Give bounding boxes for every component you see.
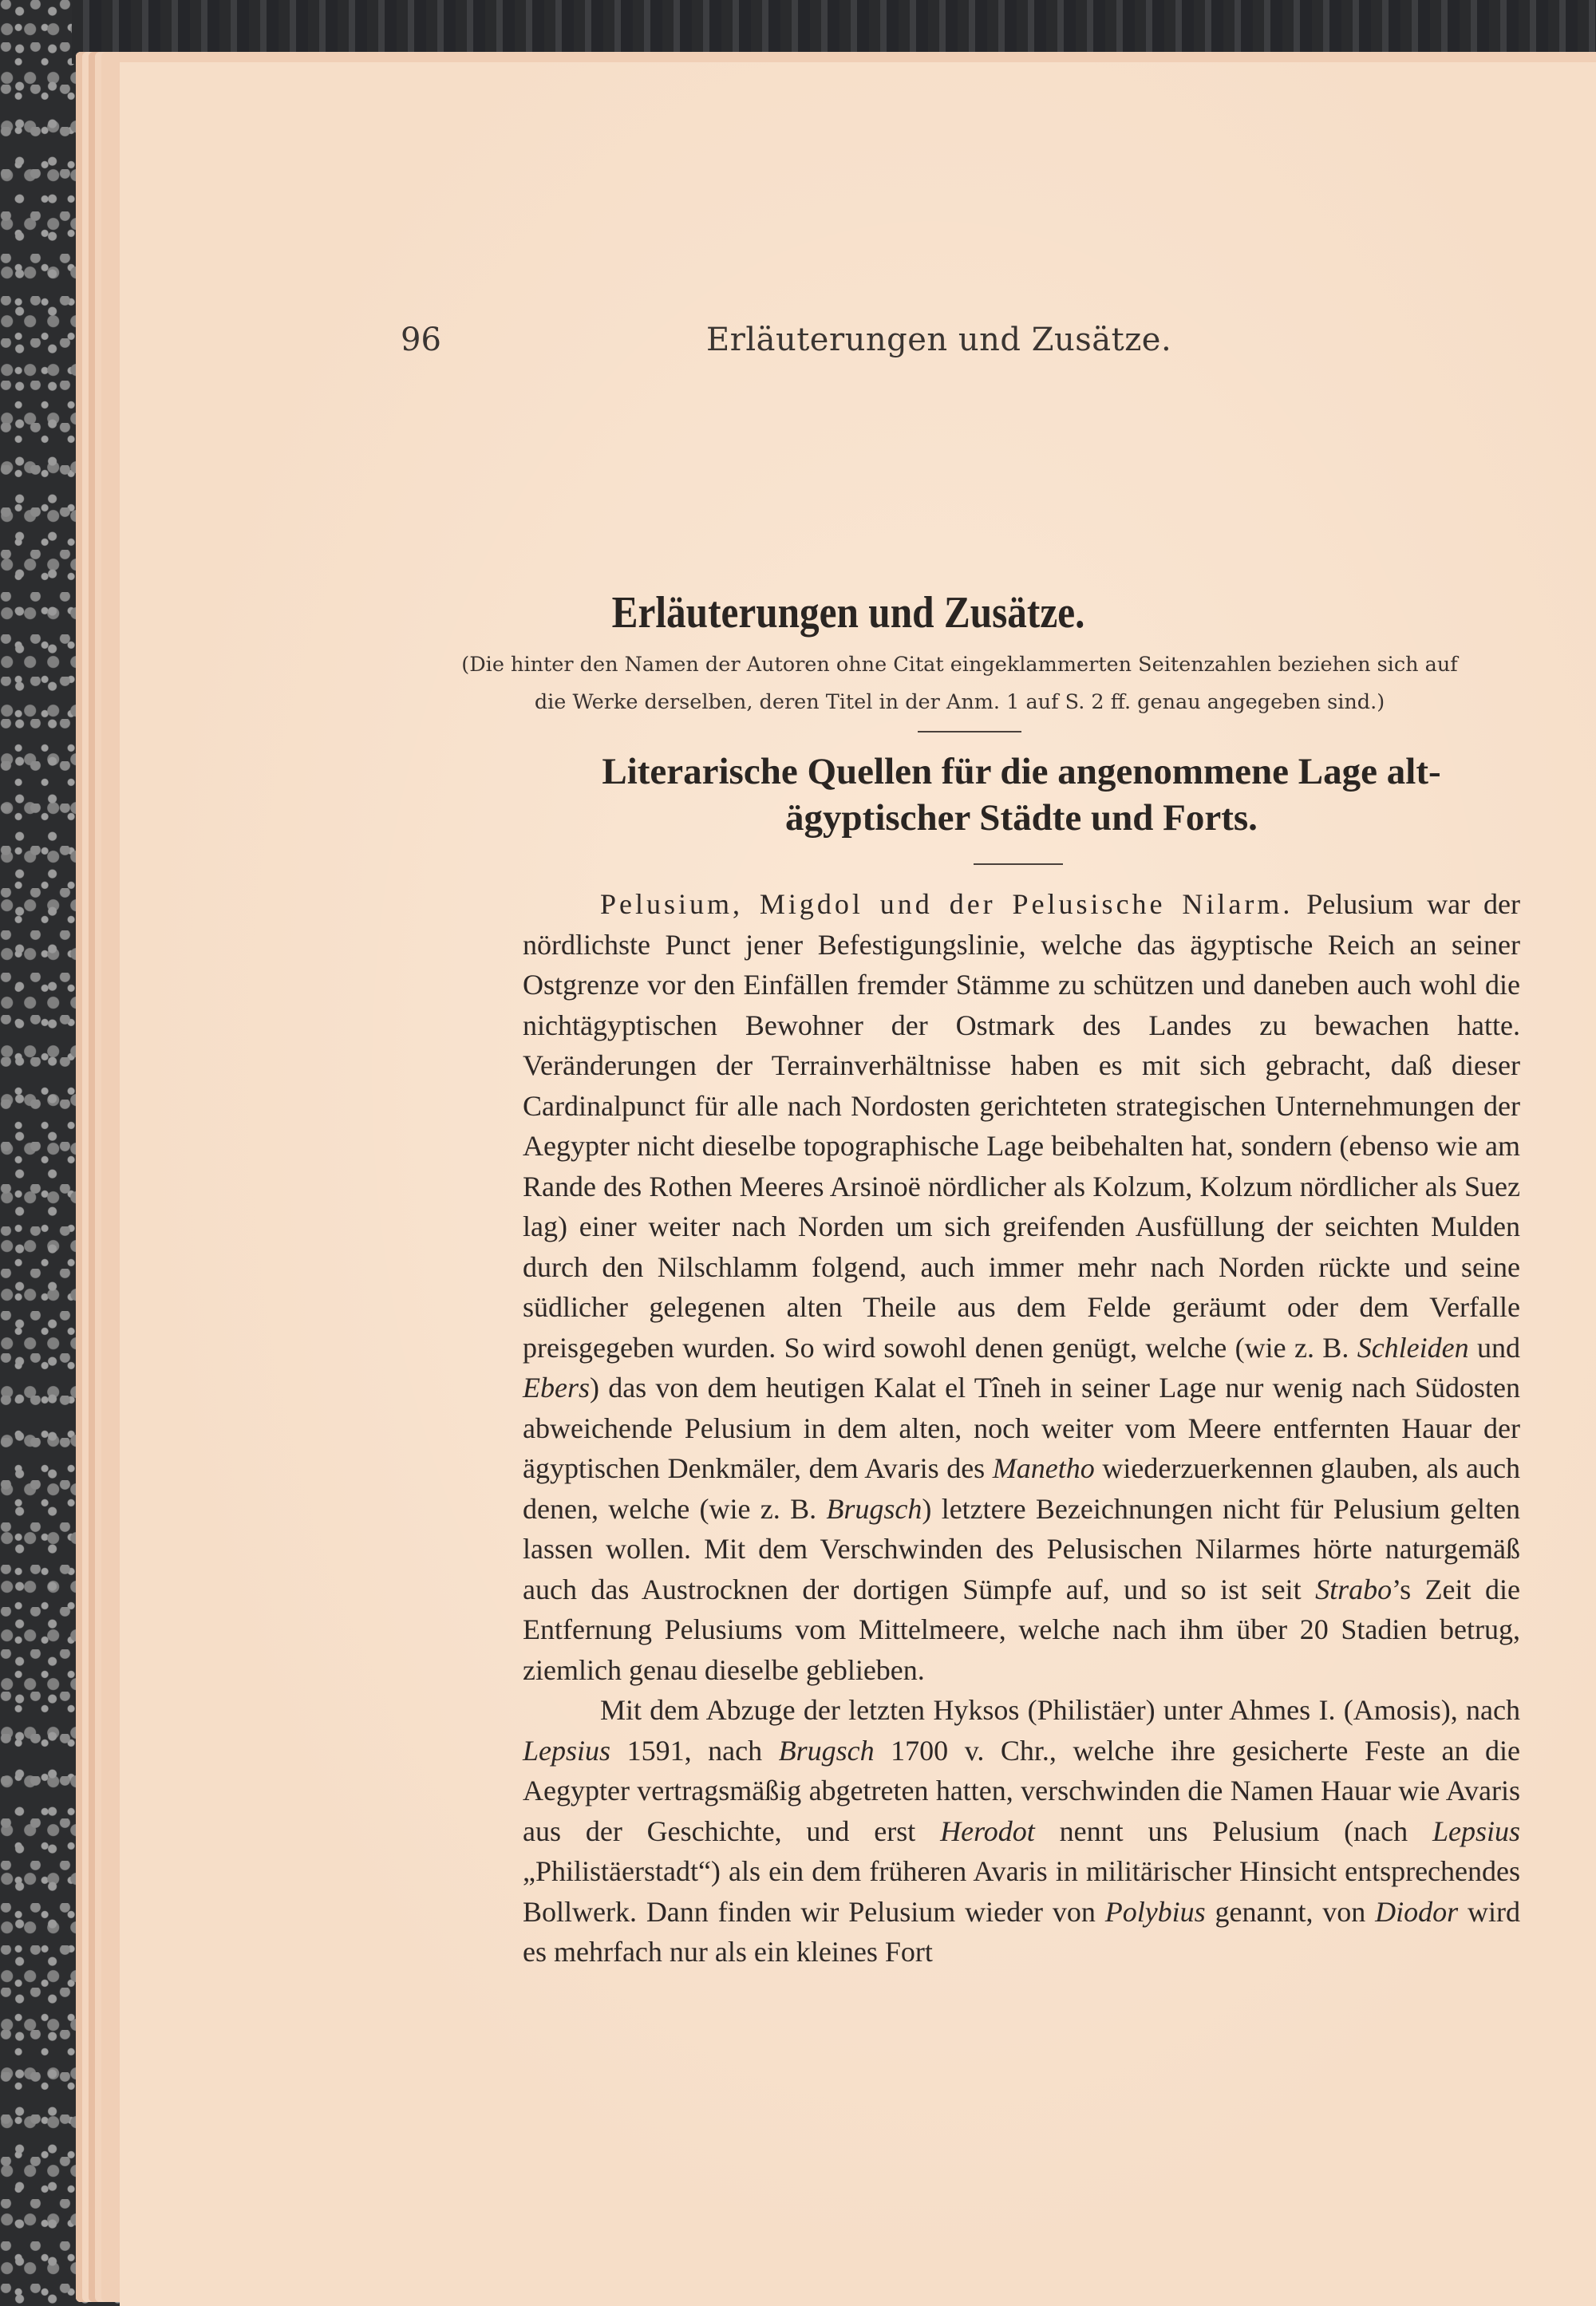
text-run: Mit dem Abzuge der letzten Hyksos (Philistäer) unter Ahmes I. (Amosis), nach	[600, 1694, 1520, 1726]
section-title: Erläuterungen und Zusätze.	[611, 588, 1085, 638]
text-run: 1591, nach	[610, 1734, 779, 1767]
author-name: Polybius	[1104, 1895, 1206, 1928]
text-run: ) letztere Bezeichnungen nicht für Pelusium gelten lassen wollen. Mit dem Verschwinden des Pelusischen Nilarmes hörte naturgemäß auch das Austrocknen der dortigen Sümpfe auf, und so ist seit	[523, 1492, 1520, 1605]
author-name: Schleiden	[1357, 1331, 1469, 1364]
author-name: Ebers	[523, 1372, 590, 1404]
paragraph	[523, 884, 1520, 1690]
author-name: Strabo	[1315, 1573, 1393, 1605]
running-title: Erläuterungen und Zusätze.	[706, 322, 1172, 358]
author-name: Brugsch	[826, 1492, 922, 1525]
author-name: Diodor	[1375, 1895, 1459, 1928]
author-name: Lepsius	[1432, 1814, 1520, 1847]
author-name: Herodot	[940, 1814, 1035, 1847]
subsection-title-line: Literarische Quellen für die angenommene Lage alt-	[602, 751, 1441, 792]
book-page	[120, 62, 1596, 2306]
page-number: 96	[401, 322, 441, 358]
subsection-title	[527, 748, 1516, 841]
intro-note	[399, 646, 1520, 721]
text-run: „Philistäerstadt“) als ein dem früheren Avaris in militärischer Hinsicht entsprechendes Bollwerk. Dann finden wir Pelusium wieder von	[523, 1855, 1520, 1928]
divider-rule	[918, 731, 1021, 732]
author-name: Brugsch	[778, 1734, 875, 1767]
text-run: nennt uns Pelusium (nach	[1034, 1814, 1432, 1847]
paragraph-lead: Pelusium, Migdol und der Pelusische Nilarm.	[600, 888, 1294, 920]
text-run: ) das von dem heutigen Kalat el Tîneh in seiner Lage nur wenig nach Südosten abweichende Pelusium in dem alten, noch weiter vom Meere entfernten Hauar der ägyptischen Denkmäler, dem Avaris des	[523, 1372, 1520, 1484]
text-run: und	[1468, 1331, 1520, 1364]
text-run: wiederzuerkennen glauben, als auch denen, welche (wie z. B.	[523, 1452, 1520, 1525]
intro-note-line: die Werke derselben, deren Titel in der Anm. 1 auf S. 2 ff. genau angegeben sind.)	[534, 690, 1385, 714]
paragraph	[523, 1690, 1520, 1972]
running-head	[120, 322, 1596, 369]
text-run: ’s Zeit die Entfernung Pelusiums vom Mittelmeere, welche nach ihm über 20 Stadien betrug, ziemlich genau dieselbe geblieben.	[523, 1573, 1520, 1686]
author-name: Lepsius	[523, 1734, 611, 1767]
text-run: wird es mehrfach nur als ein kleines Fort	[523, 1895, 1520, 1968]
text-run: genannt, von	[1205, 1895, 1376, 1928]
intro-note-line: (Die hinter den Namen der Autoren ohne Citat eingeklammerten Seitenzahlen beziehen sich auf	[461, 653, 1458, 677]
author-name: Manetho	[992, 1452, 1095, 1484]
subsection-title-line: ägyptischer Städte und Forts.	[785, 797, 1258, 839]
divider-rule	[974, 863, 1063, 865]
text-run: Pelusium war der nördlichste Punct jener Befestigungslinie, welche das ägyptische Reich an seiner Ostgrenze vor den Einfällen fremder Stämme zu schützen und daneben auch wohl die nichtägyptischen Bewohner der Ostmark des Landes zu bewachen hatte. Veränderungen der Terrainverhältnisse haben es mit sich gebracht, daß dieser Cardinalpunct für alle nach Nordosten gerichteten strategischen Unternehmungen der Aegypter nicht dieselbe topographische Lage beibehalten hat, sondern (ebenso wie am Rande des Rothen Meeres Arsinoë nördlicher als Kolzum, Kolzum nördlicher als Suez lag) einer weiter nach Norden um sich greifenden Ausfüllung der seichten Mulden durch den Nilschlamm folgend, auch immer mehr nach Norden rückte und seine südlicher gelegenen alten Theile aus dem Felde geräumt oder dem Verfalle preisgegeben wurden. So wird sowohl denen genügt, welche (wie z. B.	[523, 888, 1520, 1364]
body-text	[523, 884, 1520, 1972]
text-run: 1700 v. Chr., welche ihre gesicherte Feste an die Aegypter vertragsmäßig abgetreten hatten, verschwinden die Namen Hauar wie Avaris aus der Geschichte, und erst	[523, 1734, 1520, 1847]
